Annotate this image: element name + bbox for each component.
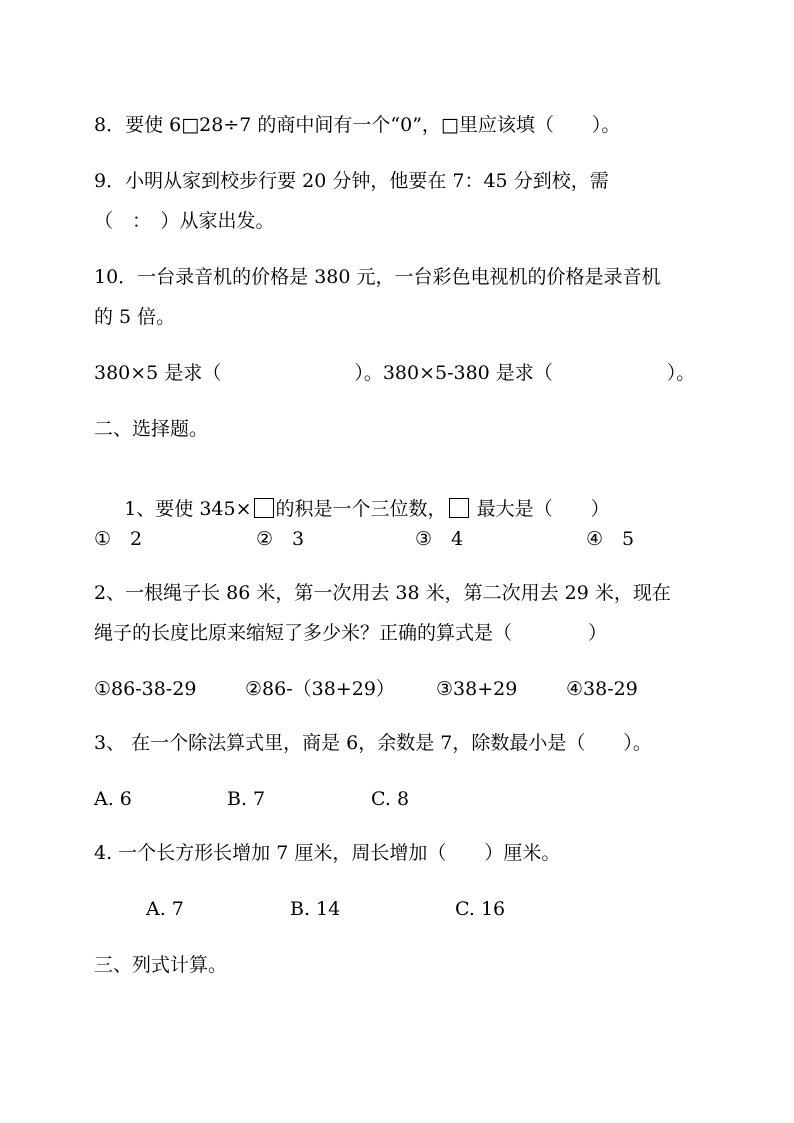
choice-1-part-a: 1、要使 345× (118, 498, 252, 520)
question-9-line-1: 9．小明从家到校步行要 20 分钟，他要在 7：45 分到校，需 (94, 170, 609, 192)
choice-1 (94, 470, 610, 548)
choice-1-option-4: ④ 5 (586, 528, 635, 550)
choice-3-option-c: C. 8 (371, 788, 410, 810)
blank-box-icon (254, 498, 274, 518)
choice-3: 3、 在一个除法算式里，商是 6，余数是 7，除数最小是（ ）。 (94, 732, 652, 754)
choice-2-line-1: 2、一根绳子长 86 米，第一次用去 38 米，第二次用去 29 米，现在 (94, 582, 671, 604)
choice-3-option-b: B. 7 (227, 788, 266, 810)
choice-2-option-2: ②86-（38+29） (245, 678, 395, 700)
choice-1-part-c: 最大是（ ） (470, 498, 610, 520)
choice-3-option-a: A. 6 (94, 788, 132, 810)
choice-4-option-c: C. 16 (455, 898, 506, 920)
choice-1-part-b: 的积是一个三位数， (275, 498, 447, 520)
choice-2-option-1: ①86-38-29 (94, 678, 197, 700)
choice-2-line-2: 绳子的长度比原来缩短了多少米？正确的算式是（ ） (94, 622, 608, 644)
choice-4-option-b: B. 14 (290, 898, 341, 920)
section-3-heading: 三、列式计算。 (94, 954, 228, 976)
choice-2-option-3: ③38+29 (436, 678, 518, 700)
question-10-line-1: 10．一台录音机的价格是 380 元，一台彩色电视机的价格是录音机 (94, 266, 661, 288)
section-2-heading: 二、选择题。 (94, 418, 209, 440)
choice-1-option-2: ② 3 (256, 528, 305, 550)
question-9-line-2: （ ： ）从家出发。 (94, 210, 275, 232)
choice-4: 4. 一个长方形长增加 7 厘米，周长增加（ ）厘米。 (94, 842, 561, 864)
question-10-line-2: 的 5 倍。 (94, 306, 176, 328)
question-10-line-3: 380×5 是求（ ）。380×5-380 是求（ ）。 (94, 362, 696, 384)
question-8: 8．要使 6□28÷7 的商中间有一个“0”，□里应该填（ ）。 (94, 114, 621, 136)
choice-2-option-4: ④38-29 (566, 678, 638, 700)
choice-1-option-1: ① 2 (94, 528, 143, 550)
blank-box-icon (449, 498, 469, 518)
choice-1-option-3: ③ 4 (415, 528, 464, 550)
choice-4-option-a: A. 7 (146, 898, 184, 920)
